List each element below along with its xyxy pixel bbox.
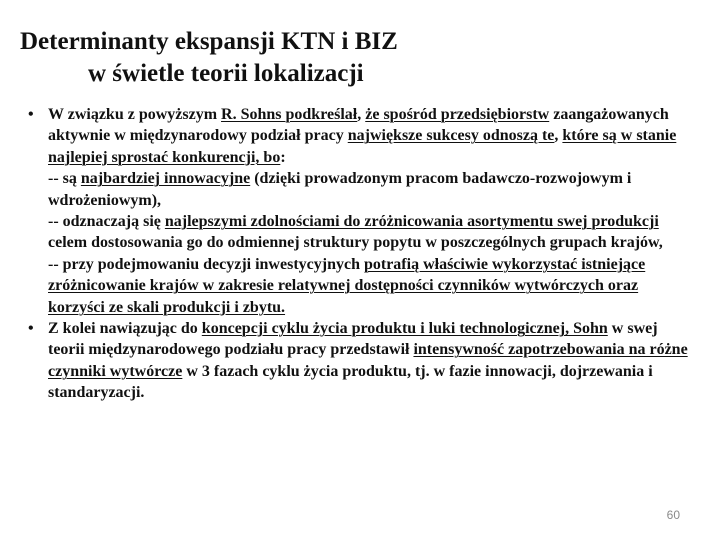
text-segment: (dzięki prowadzonym pracom badawczo-rozwojowym i wdrożeniowym), [48,170,632,209]
underlined-text: że spośród przedsiębiorstw [365,106,550,123]
bullet-subparagraph [48,254,690,318]
text-segment: Z kolei nawiązując do [48,320,202,338]
text-segment: , [357,106,366,123]
bullet-paragraph [48,318,690,404]
text-segment: -- są [48,170,81,188]
underlined-text: najbardziej innowacyjne [80,170,251,188]
title-line-1: Determinanty ekspansji KTN i BIZ [20,28,398,55]
bullet-marker: • [28,106,34,123]
underlined-text: R. Sohns podkreślał [221,106,358,123]
slide-content [28,104,690,404]
bullet-subparagraph [48,168,690,211]
underlined-text: koncepcji cyklu życia produktu i luki technologicznej, Sohn [201,320,608,338]
text-segment: w 3 fazach cyklu życia produktu, tj. w fazie innowacji, dojrzewania i standaryzacji. [48,362,653,402]
bullet-paragraph [48,104,690,168]
text-segment: -- odznaczają się [48,213,165,231]
bullet-item [28,318,690,404]
bullet-marker: • [28,320,34,338]
text-segment: -- przy podejmowaniu decyzji inwestycyjnych [48,255,364,273]
text-segment: : [280,148,286,166]
bullet-subparagraph [48,211,690,254]
text-segment: W związku z powyższym [48,106,222,123]
text-segment: w swej teorii międzynarodowego podziału pracy przedstawił [48,320,658,359]
underlined-text: najlepszymi zdolnościami do zróżnicowania asortymentu swej produkcji [164,213,659,231]
underlined-text: które są w stanie najlepiej sprostać konkurencji, bo [48,127,677,166]
bullet-item [28,104,690,318]
text-segment: celem dostosowania go do odmiennej struktury popytu w poszczególnych grupach krajów, [48,234,663,252]
title-line-2: w świetle teorii lokalizacji [88,60,364,87]
page-number: 60 [666,508,680,522]
underlined-text: największe sukcesy odnoszą te [347,127,555,145]
text-segment: , [554,127,563,145]
slide-title [20,26,700,90]
underlined-text: potrafią właściwie wykorzystać istniejące zróżnicowanie krajów w zakresie relatywnej dostępności czynników wytwórczych oraz korzyści ze skali produkcji i zbytu. [48,255,646,316]
text-segment: zaangażowanych aktywnie w międzynarodowy podział pracy [48,106,669,145]
underlined-text: intensywność zapotrzebowania na różne czynniki wytwórcze [48,341,688,380]
